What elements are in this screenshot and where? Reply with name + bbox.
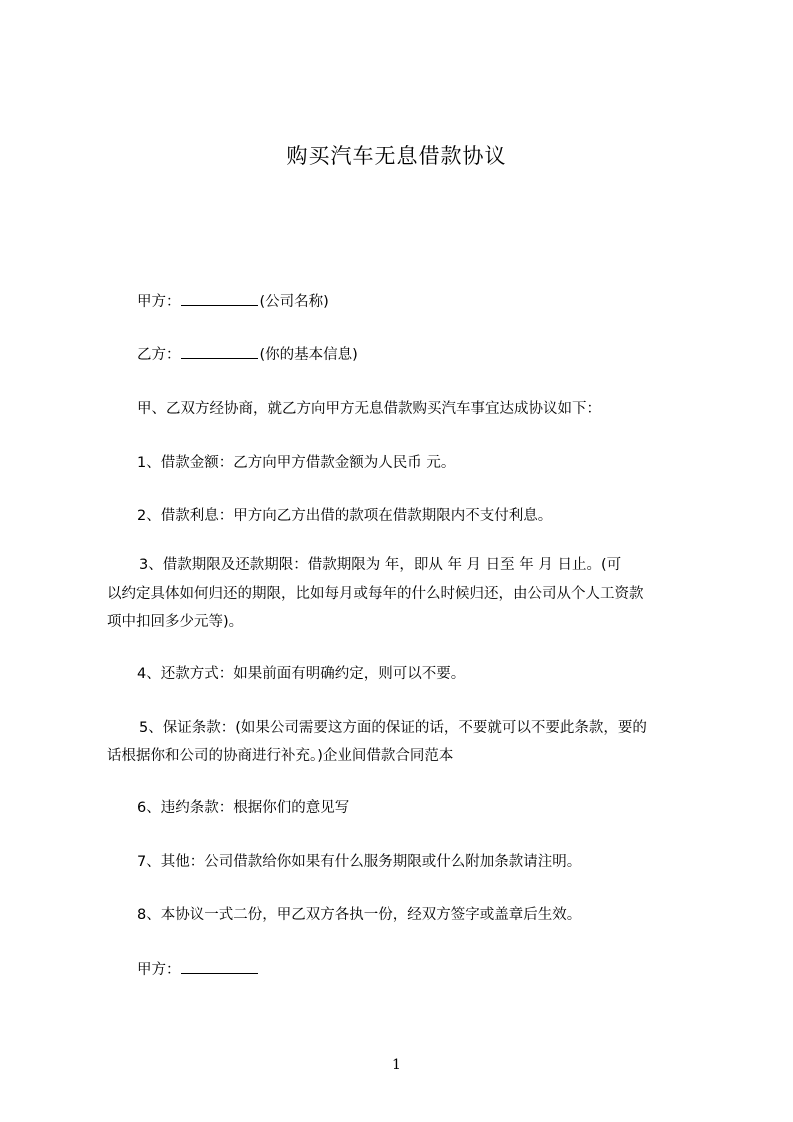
clause-5-line-2: 话根据你和公司的协商进行补充。)企业间借款合同范本 [107,748,454,764]
clause-4: 4、还款方式：如果前面有明确约定，则可以不要。 [137,666,466,682]
signature-label: 甲方： [137,962,181,978]
party-a-note: (公司名称) [259,294,329,310]
clause-3-line-2: 以约定具体如何归还的期限，比如每月或每年的什么时候归还，由公司从个人工资款 [107,586,644,602]
clause-6: 6、违约条款：根据你们的意见写 [137,800,350,816]
party-b-blank [181,344,258,359]
clause-3-line-1: 3、借款期限及还款期限：借款期限为 年，即从 年 月 日至 年 月 日止。(可 [139,557,622,573]
intro-paragraph: 甲、乙双方经协商，就乙方向甲方无息借款购买汽车事宜达成协议如下： [137,401,601,417]
clause-3-line-3: 项中扣回多少元等)。 [107,614,244,630]
signature-blank [181,959,258,974]
party-a-label: 甲方： [137,294,181,310]
clause-1: 1、借款金额：乙方向甲方借款金额为人民币 元。 [137,455,456,471]
signature-line [137,959,260,980]
party-b-note: (你的基本信息) [259,347,358,363]
clause-5-line-1: 5、保证条款：(如果公司需要这方面的保证的话，不要就可以不要此条款，要的 [139,720,647,736]
clause-2: 2、借款利息：甲方向乙方出借的款项在借款期限内不支付利息。 [137,508,553,524]
document-title: 购买汽车无息借款协议 [286,144,507,168]
party-b-label: 乙方： [137,347,181,363]
party-a-blank [181,291,258,306]
party-b-line [137,344,358,365]
party-a-line [137,291,329,312]
page-number: 1 [392,1057,401,1073]
clause-7: 7、其他：公司借款给你如果有什么服务期限或什么附加条款请注明。 [137,854,582,870]
clause-8: 8、本协议一式二份，甲乙双方各执一份，经双方签字或盖章后生效。 [137,907,582,923]
